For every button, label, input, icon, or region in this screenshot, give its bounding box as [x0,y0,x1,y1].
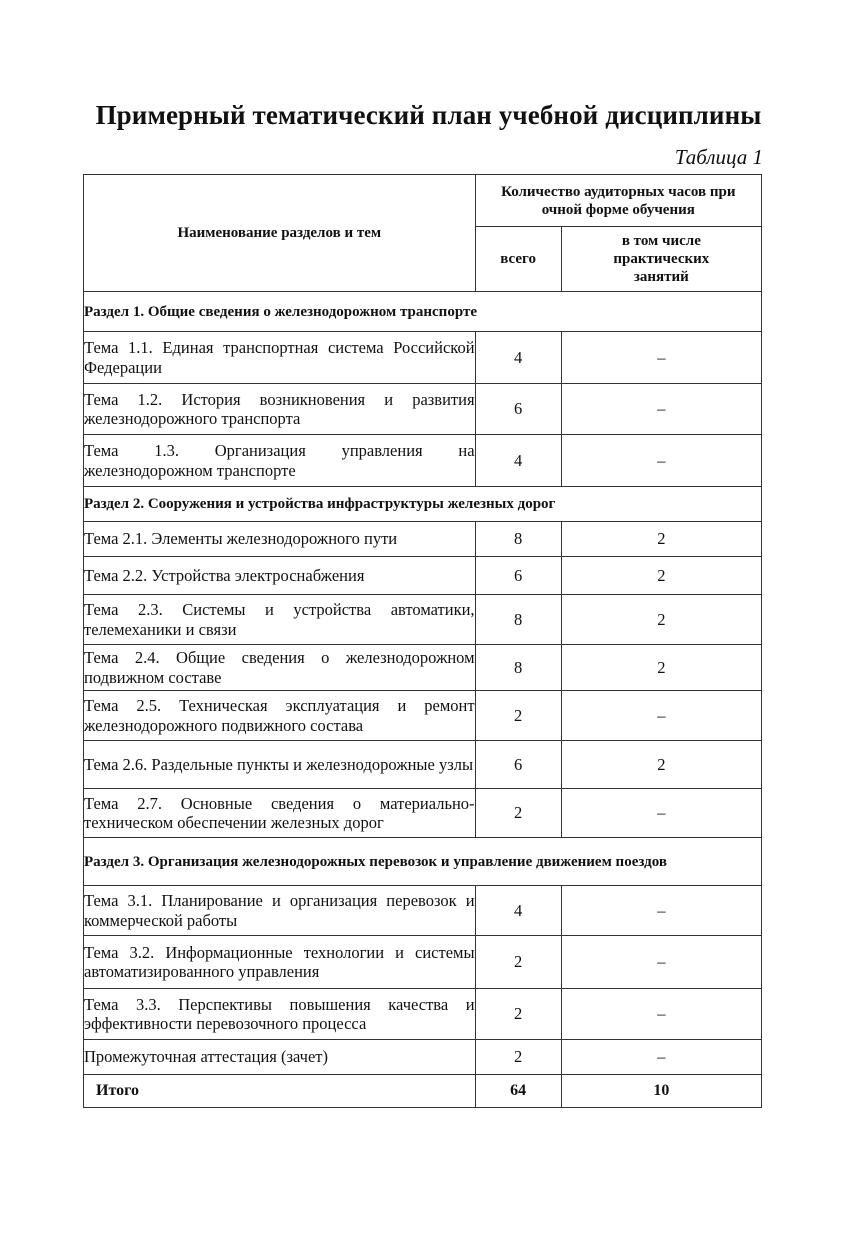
topic-practice: 2 [561,645,761,691]
topic-practice: – [561,691,761,741]
table-row [84,936,762,989]
table-row [84,435,762,487]
topic-practice: 2 [561,557,761,595]
header-hours-group: Количество аудиторных часов при очной форме обучения [475,175,761,227]
table-row [84,384,762,435]
topic-practice: – [561,384,761,435]
table-row [84,645,762,691]
attestation-name: Промежуточная аттестация (зачет) [84,1040,476,1075]
topic-total: 6 [475,741,561,789]
attestation-total: 2 [475,1040,561,1075]
table-row [84,1040,762,1075]
topic-total: 2 [475,936,561,989]
topic-total: 2 [475,691,561,741]
total-label: Итого [84,1075,476,1108]
topic-name: Тема 3.2. Информационные технологии и системы автоматизированного управления [84,936,476,989]
topic-practice: – [561,989,761,1040]
header-total: всего [475,227,561,292]
topic-practice: – [561,435,761,487]
topic-total: 6 [475,557,561,595]
attestation-practice: – [561,1040,761,1075]
section-row: Раздел 3. Организация железнодорожных перевозок и управление движением поездов [84,838,762,886]
section-row: Раздел 2. Сооружения и устройства инфраструктуры железных дорог [84,487,762,522]
topic-name: Тема 2.1. Элементы железнодорожного пути [84,522,476,557]
topic-total: 4 [475,435,561,487]
topic-name: Тема 2.6. Раздельные пункты и железнодорожные узлы [84,741,476,789]
table-row [84,989,762,1040]
topic-total: 6 [475,384,561,435]
topic-name: Тема 3.1. Планирование и организация перевозок и коммерческой работы [84,886,476,936]
table-row [84,741,762,789]
topic-total: 4 [475,886,561,936]
table-caption: Таблица 1 [674,145,763,169]
table-row [84,886,762,936]
table-row [84,557,762,595]
total-practice: 10 [561,1075,761,1108]
topic-total: 2 [475,789,561,838]
table-row [84,595,762,645]
table-row [84,332,762,384]
header-name: Наименование разделов и тем [84,175,476,292]
topic-name: Тема 2.5. Техническая эксплуатация и ремонт железнодорожного подвижного состава [84,691,476,741]
topic-name: Тема 2.2. Устройства электроснабжения [84,557,476,595]
topic-name: Тема 3.3. Перспективы повышения качества и эффективности перевозочного процесса [84,989,476,1040]
thematic-plan-table [83,174,762,1108]
topic-total: 2 [475,989,561,1040]
table-row [84,691,762,741]
topic-practice: 2 [561,741,761,789]
topic-total: 4 [475,332,561,384]
topic-total: 8 [475,595,561,645]
topic-name: Тема 2.3. Системы и устройства автоматики, телемеханики и связи [84,595,476,645]
topic-total: 8 [475,522,561,557]
topic-name: Тема 2.7. Основные сведения о материально-техническом обеспечении железных дорог [84,789,476,838]
topic-total: 8 [475,645,561,691]
topic-practice: – [561,789,761,838]
topic-name: Тема 1.1. Единая транспортная система Российской Федерации [84,332,476,384]
section-row: Раздел 1. Общие сведения о железнодорожном транспорте [84,292,762,332]
topic-practice: – [561,886,761,936]
topic-name: Тема 2.4. Общие сведения о железнодорожном подвижном составе [84,645,476,691]
total-row [84,1075,762,1108]
topic-name: Тема 1.3. Организация управления на железнодорожном транспорте [84,435,476,487]
header-practice: в том числе практических занятий [561,227,761,292]
topic-name: Тема 1.2. История возникновения и развития железнодорожного транспорта [84,384,476,435]
topic-practice: – [561,332,761,384]
topic-practice: – [561,936,761,989]
page-title: Примерный тематический план учебной дисциплины [95,100,762,130]
total-hours: 64 [475,1075,561,1108]
topic-practice: 2 [561,522,761,557]
table-row [84,789,762,838]
table-row [84,522,762,557]
topic-practice: 2 [561,595,761,645]
